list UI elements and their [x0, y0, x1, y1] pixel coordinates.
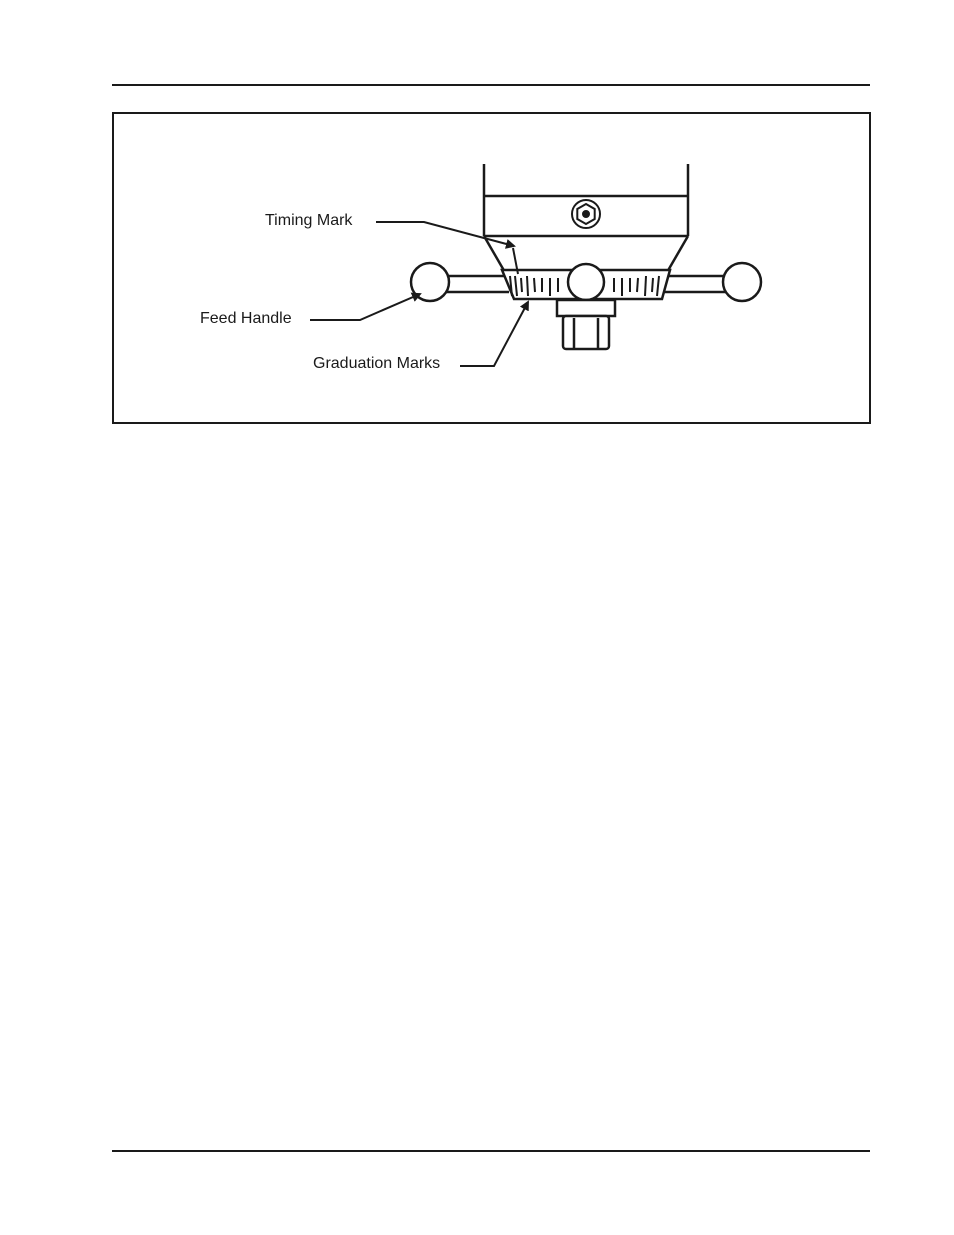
leader-lines — [310, 222, 528, 366]
feed-handle-leader — [310, 294, 420, 320]
timing-mark-label: Timing Mark — [265, 212, 353, 229]
hex-socket-bolt-icon — [572, 200, 600, 228]
feed-handle-diagram — [114, 114, 869, 422]
header-rule — [112, 84, 870, 86]
timing-mark-leader — [376, 222, 514, 246]
hub-nut — [557, 300, 615, 349]
footer-rule — [112, 1150, 870, 1152]
ball-knob-icon — [723, 263, 761, 301]
graduation-marks-leader — [460, 302, 528, 366]
feed-handle-label: Feed Handle — [200, 310, 292, 327]
ball-knob-icon — [568, 264, 604, 300]
figure-frame — [112, 112, 871, 424]
graduation-marks-label: Graduation Marks — [313, 355, 441, 372]
